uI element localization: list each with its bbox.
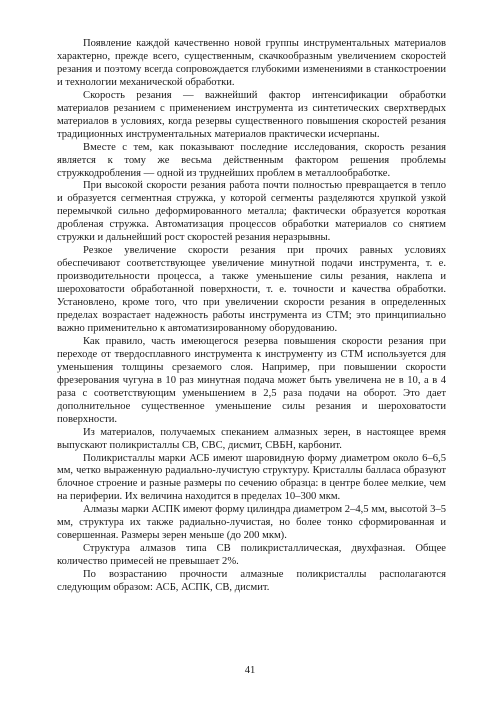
paragraph-10: Структура алмазов типа СВ поликристаллическая, двухфазная. Общее количество примесей не превышает 2%. bbox=[57, 543, 446, 568]
body-text bbox=[57, 38, 446, 595]
paragraph-3: Вместе с тем, как показывают последние исследования, скорость резания является к тому же весьма действенным фактором решения проблемы стружкодробления — одной из труднейших проблем в металлообработке. bbox=[57, 141, 446, 179]
paragraph-8: Поликристаллы марки АСБ имеют шаровидную форму диаметром около 6–6,5 мм, четко выраженную радиально-лучистую структуру. Кристаллы балласа образуют блочное строение и разные размеры по сечению образца: в центре более мелкие, чем на периферии. Их величина находится в пределах 10–300 мкм. bbox=[57, 452, 446, 503]
paragraph-4: При высокой скорости резания работа почти полностью превращается в тепло и образуется сегментная стружка, у которой сегменты разделяются хрупкой узкой перемычкой сильно деформированного металла; фактически образуется короткая дробленая стружка. Автоматизация процессов обработки материалов со снятием стружки и дальнейший рост скоростей резания неразрывны. bbox=[57, 180, 446, 244]
paragraph-1: Появление каждой качественно новой группы инструментальных материалов характерно, прежде всего, существенным, скачкообразным увеличением скоростей резания и поэтому всегда сопровождается глубокими изменениями в станкостроении и технологии механической обработки. bbox=[57, 38, 446, 88]
paragraph-9: Алмазы марки АСПК имеют форму цилиндра диаметром 2–4,5 мм, высотой 3–5 мм, структура их также радиально-лучистая, но более тонко сформированная и совершенная. Размеры зерен меньше (до 200 мкм). bbox=[57, 504, 446, 542]
paragraph-6: Как правило, часть имеющегося резерва повышения скорости резания при переходе от твердосплавного инструмента к инструменту из СТМ используется для уменьшения толщины срезаемого слоя. Например, при повышении скорости фрезерования чугуна в 10 раз минутная подача может быть увеличена не в 10, а в 4 раза с соответствующим уменьшением в 2,5 раза подачи на оборот. Это дает дополнительное существенное уменьшение силы резания и шероховатости поверхности. bbox=[57, 335, 446, 425]
paragraph-7: Из материалов, получаемых спеканием алмазных зерен, в настоящее время выпускают поликристаллы СВ, СВС, дисмит, СВБН, карбонит. bbox=[57, 426, 446, 451]
paragraph-2: Скорость резания — важнейший фактор интенсификации обработки материалов резанием с применением инструмента из синтетических сверхтвердых материалов в условиях, когда резервы существенного повышения скоростей резания традиционных инструментальных материалов практически исчерпаны. bbox=[57, 89, 446, 140]
paragraph-11: По возрастанию прочности алмазные поликристаллы располагаются следующим образом: АСБ, АСПК, СВ, дисмит. bbox=[57, 569, 446, 594]
paragraph-5: Резкое увеличение скорости резания при прочих равных условиях обеспечивают соответствующее увеличение минутной подачи инструмента, т. е. производительности процесса, а также уменьшение силы резания, наклепа и шероховатости обработанной поверхности, т. е. точности и качества обработки. Установлено, кроме того, что при увеличении скорости резания в определенных пределах возрастает надежность работы инструмента из СТМ; это принципиально важно применительно к автоматизированному оборудованию. bbox=[57, 245, 446, 334]
page-number: 41 bbox=[244, 665, 256, 676]
